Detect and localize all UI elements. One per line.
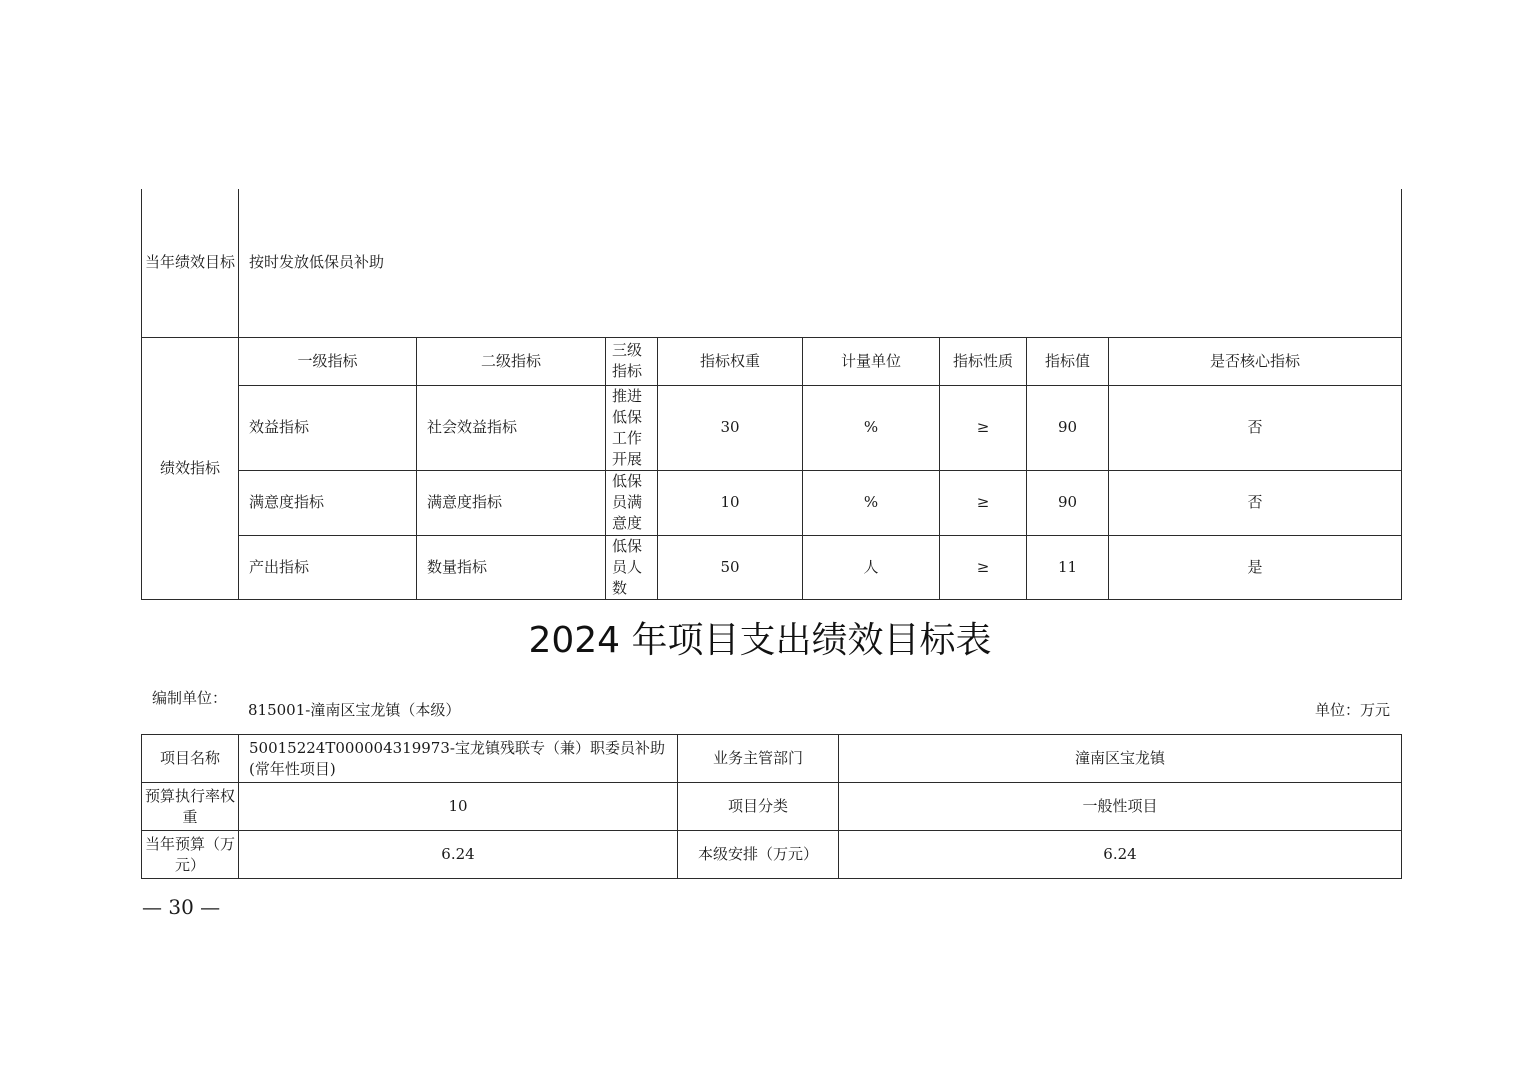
row-nature: ≥	[940, 535, 1027, 599]
row-level1: 效益指标	[239, 385, 417, 470]
row-unit: 人	[803, 535, 940, 599]
row-level1: 满意度指标	[239, 470, 417, 535]
local-value: 6.24	[839, 831, 1402, 879]
page-number: — 30 —	[142, 895, 221, 919]
document-title: 2024 年项目支出绩效目标表	[528, 620, 992, 661]
row-level3: 低保员人数	[606, 535, 658, 599]
row-value: 90	[1027, 470, 1109, 535]
category-label: 项目分类	[678, 783, 839, 831]
table-row	[142, 735, 1402, 783]
row-nature: ≥	[940, 470, 1027, 535]
row-level2: 社会效益指标	[417, 385, 606, 470]
rate-value: 10	[239, 783, 678, 831]
project-name-label: 项目名称	[142, 735, 239, 783]
local-label: 本级安排（万元）	[678, 831, 839, 879]
row-nature: ≥	[940, 385, 1027, 470]
table-row	[142, 783, 1402, 831]
budget-value: 6.24	[239, 831, 678, 879]
performance-indicator-table	[141, 189, 1402, 600]
category-value: 一般性项目	[839, 783, 1402, 831]
row-weight: 10	[658, 470, 803, 535]
org-value: 815001-潼南区宝龙镇（本级）	[248, 701, 461, 719]
header-value: 指标值	[1027, 337, 1109, 385]
goal-text: 按时发放低保员补助	[239, 189, 1402, 337]
table-row	[142, 535, 1402, 599]
indicators-label: 绩效指标	[142, 337, 239, 599]
row-level2: 数量指标	[417, 535, 606, 599]
goal-label: 当年绩效目标	[142, 189, 239, 337]
row-core: 否	[1109, 385, 1402, 470]
project-name-value: 50015224T000004319973-宝龙镇残联专（兼）职委员补助(常年性项目)	[239, 735, 678, 783]
header-level1: 一级指标	[239, 337, 417, 385]
row-level1: 产出指标	[239, 535, 417, 599]
header-unit: 计量单位	[803, 337, 940, 385]
money-unit: 单位：万元	[1314, 701, 1390, 719]
header-level3: 三级指标	[606, 337, 658, 385]
rate-label: 预算执行率权重	[142, 783, 239, 831]
header-nature: 指标性质	[940, 337, 1027, 385]
header-core: 是否核心指标	[1109, 337, 1402, 385]
dept-label: 业务主管部门	[678, 735, 839, 783]
row-value: 90	[1027, 385, 1109, 470]
org-label: 编制单位：	[151, 689, 227, 707]
row-core: 是	[1109, 535, 1402, 599]
project-info-table	[141, 734, 1402, 879]
row-level2: 满意度指标	[417, 470, 606, 535]
table-row	[142, 831, 1402, 879]
row-core: 否	[1109, 470, 1402, 535]
row-unit: %	[803, 385, 940, 470]
row-level3: 推进低保工作开展	[606, 385, 658, 470]
row-level3: 低保员满意度	[606, 470, 658, 535]
table-row	[142, 470, 1402, 535]
header-weight: 指标权重	[658, 337, 803, 385]
row-weight: 30	[658, 385, 803, 470]
header-level2: 二级指标	[417, 337, 606, 385]
row-value: 11	[1027, 535, 1109, 599]
dept-value: 潼南区宝龙镇	[839, 735, 1402, 783]
indicator-header-row	[142, 337, 1402, 385]
table-row	[142, 385, 1402, 470]
row-unit: %	[803, 470, 940, 535]
budget-label: 当年预算（万元）	[142, 831, 239, 879]
row-weight: 50	[658, 535, 803, 599]
